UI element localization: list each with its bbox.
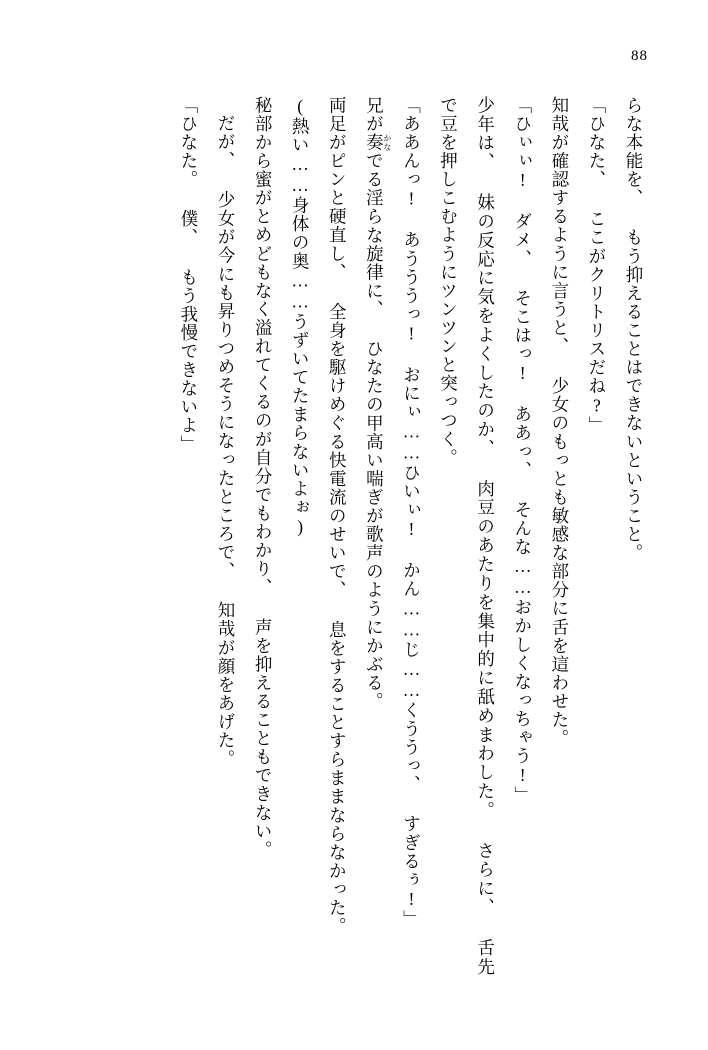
paragraph: らな本能を、 もう抑えることはできないということ。 [624,96,644,563]
paragraph: 秘部から蜜がとめどもなく溢れてくるのが自分でもわかり、 声を抑えることもできない。 [253,96,274,860]
page-body-text [56,96,652,976]
paragraph: 知哉が確認するように言うと、 少女のもっとも敏感な部分に舌を這わせた。 [549,96,570,748]
paragraph: 「ひなた。 僕、 もう我慢できないよ」 [178,96,199,454]
paragraph: だが、 少女が今にも昇りつめそうになったところで、 知哉が顔をあげた。 [215,113,236,768]
ruby-paragraph-part-2: でる淫らな旋律に、 ひなたの甲高い喘ぎが歌声のようにかぶる。 [364,151,385,711]
paragraph: 両足がピンと硬直し、 全身を駆けめぐる快電流のせいで、 息をすることすらままならなかった。 [327,96,348,936]
ruby-reading: かな [382,133,392,152]
paragraph: 「ひぃぃ! ダメ、 そこはっ! ああっ、 そんな……おかしくなっちゃう!」 [512,96,533,805]
paragraph: 少年は、 妹の反応に気をよくしたのか、 肉豆のあたりを集中的に舐めまわした。 さらに、 舌先で豆を押しこむようにツンツンと突っつく。 [438,96,496,976]
paragraph: 「ひなた、 ここがクリトリスだね?」 [586,96,607,435]
paragraph: (熱い……身体の奥……うずいてたまらないよぉ) [290,96,311,538]
ruby-paragraph-part-1: 兄が [364,96,385,134]
ruby-annotation [364,133,392,152]
paragraph: 「ああんっ! あうううっ! おにぃ……ひいぃ! かん……じ……くううっ、 すぎるぅ!」 [401,96,422,929]
paragraph-with-ruby [355,96,392,976]
page-number: 88 [631,48,648,64]
ruby-base: 奏 [364,133,385,152]
